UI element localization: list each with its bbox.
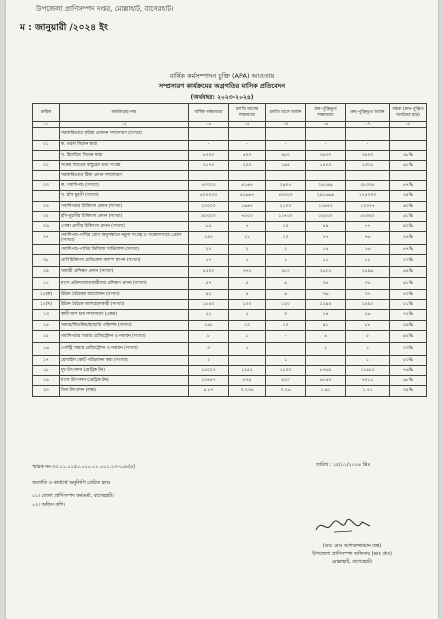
- month-achievement-cell: ০.২৬: [266, 386, 306, 396]
- index-cell: ০২: [60, 122, 189, 128]
- annual-target-cell: ১৫০২৭: [189, 366, 229, 376]
- cumulative-achievement-cell: ১২: [346, 254, 390, 267]
- annual-target-cell: ৫০০০০০: [189, 191, 229, 201]
- activity-cell: পোষা প্রাণীর চিকিৎসা প্রদান (সংখ্যা): [60, 222, 189, 232]
- serial-cell: ১৫: [33, 330, 60, 343]
- table-row: [33, 320, 427, 330]
- table-row: [33, 366, 427, 376]
- serial-cell: [33, 244, 60, 254]
- month-achievement-cell: ৪৮০: [266, 150, 306, 160]
- table-row: [33, 310, 427, 320]
- remark-cell: ৩৫%: [390, 191, 427, 201]
- annual-target-cell: ৯২: [189, 290, 229, 300]
- month-target-cell: ২: [229, 310, 266, 320]
- cumulative-achievement-cell: ৭৭: [346, 222, 390, 232]
- cumulative-achievement-cell: ১: [346, 343, 390, 356]
- table-row: [33, 355, 427, 365]
- remark-cell: ৬৮%: [390, 376, 427, 386]
- month-target-cell: ৩৭৫: [229, 267, 266, 277]
- annual-target-cell: ১৮৪০: [189, 300, 229, 310]
- month-achievement-cell: ১৮০০: [266, 366, 306, 376]
- cumulative-target-cell: ১৪০০: [306, 160, 346, 170]
- month-target-cell: ১: [229, 330, 266, 343]
- table-row: [33, 128, 427, 141]
- cumulative-target-cell: ৫২৫০০: [306, 211, 346, 221]
- cumulative-target-cell: ৩৬: [306, 290, 346, 300]
- annual-target-cell: ৮: [189, 330, 229, 343]
- month-achievement-cell: ১৯৫: [266, 160, 306, 170]
- header-cell: মন্তব্য (ক্রম-পুঞ্জিত অর্জনের হার): [390, 104, 427, 122]
- month-achievement-cell: ৩: [266, 310, 306, 320]
- table-row: [33, 254, 427, 267]
- annual-target-cell: ১০৪৫৭: [189, 376, 229, 386]
- remark-cell: ৬১%: [390, 160, 427, 170]
- month-target-cell: [229, 128, 266, 141]
- header-cell: ক্রম-পুঞ্জিভূত লক্ষ্যমাত্রা: [306, 104, 346, 122]
- month-target-cell: [229, 355, 266, 365]
- annual-target-cell: ১৭: [189, 254, 229, 267]
- cumulative-achievement-cell: ৩৪০০: [346, 150, 390, 160]
- cumulative-achievement-cell: ৮৮: [346, 320, 390, 330]
- annual-target-cell: ৮০০০: [189, 150, 229, 160]
- cumulative-achievement-cell: ৭০১১: [346, 376, 390, 386]
- activity-cell: ক. তরল সিমেন দ্বারা: [60, 140, 189, 150]
- cumulative-achievement-cell: ৭৬: [346, 232, 390, 245]
- month-achievement-cell: ১: [266, 355, 306, 365]
- month-achievement-cell: ১০: [266, 320, 306, 330]
- month-achievement-cell: ৬: [266, 290, 306, 300]
- title-line-3: (অর্থবছর: ২০২৩-২০২৪): [190, 94, 254, 101]
- cumulative-achievement-cell: ৫: [346, 330, 390, 343]
- cumulative-target-cell: ১১: [306, 254, 346, 267]
- serial-cell: ১৭: [33, 355, 60, 365]
- header-cell: চলতি মাসের লক্ষ্যমাত্রা: [229, 104, 266, 122]
- table-row: [33, 160, 427, 170]
- activity-cell: মাংস উৎপাদন (মেট্রিক টন): [60, 376, 189, 386]
- table-row: [33, 290, 427, 300]
- activity-cell: ক. গবাদিপশু (সংখ্যা): [60, 181, 189, 191]
- serial-cell: ০৫: [33, 211, 60, 221]
- month-target-cell: ৫: [229, 277, 266, 290]
- header-cell: ক্রমিক: [33, 104, 60, 122]
- cumulative-target-cell: ৯১: [306, 320, 346, 330]
- table-row: [33, 267, 427, 277]
- remark-cell: [390, 171, 427, 181]
- copy-title: অবগতি ও কার্যার্থে অনুলিপি প্রেরিত হলঃ: [32, 481, 111, 486]
- remark-cell: ৫৭%: [390, 244, 427, 254]
- remark-cell: ৫৭%: [390, 181, 427, 191]
- header-cell: ক্রম-পুঞ্জিভূত অর্জন: [346, 104, 390, 122]
- activity-cell: সরকারিভাবে কৃত্রিম প্রজনন সম্প্রসারণ (সংখ্যা): [60, 128, 189, 141]
- month-achievement-cell: ৪৮০: [266, 267, 306, 277]
- header-cell: কার্যক্রমের নাম: [60, 104, 189, 122]
- activity-cell: খ. হাঁস-মুরগী (সংখ্যা): [60, 191, 189, 201]
- serial-cell: ০৬: [33, 222, 60, 232]
- month-target-cell: ২০০: [229, 160, 266, 170]
- annual-target-cell: ১৪০: [189, 232, 229, 245]
- index-cell: ০৭: [346, 122, 390, 128]
- signatory-name: (ডাঃ মোঃ আশারুজ্জামান তন্ত): [322, 544, 382, 549]
- month-target-cell: ১৬৬৭: [229, 201, 266, 211]
- month-target-cell: ৪১৬৬৭: [229, 191, 266, 201]
- annual-target-cell: ৫০০০০: [189, 181, 229, 191]
- cumulative-achievement-cell: ২৮৩৩৫: [346, 181, 390, 191]
- table-row: [33, 181, 427, 191]
- cumulative-achievement-cell: ১৬: [346, 244, 390, 254]
- table-row: [33, 244, 427, 254]
- cumulative-target-cell: ১১৬৭০: [306, 201, 346, 211]
- activity-cell: মোবাইল কোর্ট পরিচালনা করা (সংখ্যা): [60, 355, 189, 365]
- remark-cell: ৯০%: [390, 222, 427, 232]
- month-achievement-cell: ১১৭০০: [266, 211, 306, 221]
- month-target-cell: ১: [229, 343, 266, 356]
- activity-cell: উঠান বৈঠকে অংশগ্রহণকারী (সংখ্যা): [60, 300, 189, 310]
- serial-cell: ১৪: [33, 320, 60, 330]
- remark-cell: [390, 140, 427, 150]
- copy-item-2: ০২। অফিস কপি।: [32, 503, 65, 508]
- serial-cell: [33, 128, 60, 141]
- index-cell: ০৫: [266, 122, 306, 128]
- cumulative-target-cell: [306, 128, 346, 141]
- cumulative-achievement-cell: ১৪৯০: [346, 300, 390, 310]
- cumulative-target-cell: ২৯১৬৯: [306, 181, 346, 191]
- serial-cell: ০১: [33, 140, 60, 150]
- activity-cell: উঠান বৈঠকের আয়োজন (সংখ্যা): [60, 290, 189, 300]
- annual-target-cell: ৫৭: [189, 277, 229, 290]
- activity-cell: ডিম উৎপাদন (লক্ষ): [60, 386, 189, 396]
- serial-cell: [33, 191, 60, 201]
- annual-target-cell: ২২: [189, 310, 229, 320]
- activity-cell: সরকারিভাবে টিকা প্রদান সম্প্রসারণ: [60, 171, 189, 181]
- table-row: [33, 191, 427, 201]
- progress-table: [32, 103, 427, 397]
- cumulative-target-cell: ৬১৫৩: [306, 376, 346, 386]
- activity-cell: খ. হিমায়িত সিমেন দ্বারা: [60, 150, 189, 160]
- month-achievement-cell: -: [266, 140, 306, 150]
- cumulative-achievement-cell: [346, 128, 390, 141]
- remark-cell: ৫০%: [390, 355, 427, 365]
- serial-cell: ২০: [33, 386, 60, 396]
- month-target-cell: ৫০০: [229, 150, 266, 160]
- table-row: [33, 343, 427, 356]
- remark-cell: ৭৬%: [390, 366, 427, 376]
- month-target-cell: ২: [229, 244, 266, 254]
- signatory-designation: উপজেলা প্রাণিসম্পদ অফিসার (ভাঃ প্রাঃ): [312, 552, 392, 557]
- activity-cell: হাঁস-মুরগীর চিকিৎসা প্রদান (সংখ্যা): [60, 211, 189, 221]
- table-body: [33, 128, 427, 397]
- cumulative-target-cell: -: [306, 140, 346, 150]
- month-target-cell: ৫: [229, 290, 266, 300]
- cumulative-achievement-cell: ২৮৯৬: [346, 267, 390, 277]
- remark-cell: ৭০%: [390, 254, 427, 267]
- index-cell: ০৬: [306, 122, 346, 128]
- cumulative-target-cell: ৩৫৩০: [306, 150, 346, 160]
- month-target-cell: ১: [229, 254, 266, 267]
- month-achievement-cell: ৪০০০০: [266, 191, 306, 201]
- activity-cell: প্রাণিচিকিৎসা মেডিকেল ক্যাম্প স্থাপন (সংখ্যা): [60, 254, 189, 267]
- month-target-cell: ১১: [229, 232, 266, 245]
- month-achievement-cell: [266, 128, 306, 141]
- index-cell: ০৪: [229, 122, 266, 128]
- remark-cell: ৪৮%: [390, 150, 427, 160]
- annual-target-cell: ৯০০০০: [189, 211, 229, 221]
- month-target-cell: -: [229, 140, 266, 150]
- cumulative-target-cell: ২৬২৫: [306, 267, 346, 277]
- table-row: [33, 150, 427, 160]
- index-cell: ০১: [33, 122, 60, 128]
- title-line-1: বার্ষিক কর্মসম্পাদন চুক্তি (APA) আওতায়: [169, 72, 275, 80]
- cumulative-achievement-cell: ১৭৫০০০: [346, 191, 390, 201]
- remark-cell: ৪০%: [390, 290, 427, 300]
- office-line: উপজেলা প্রাণিসম্পদ দপ্তর, মোল্লাহাট, বাগেরহাট।: [36, 5, 174, 13]
- month-target-cell: ০.২৩৬: [229, 386, 266, 396]
- copy-item-1: ০১। জেলা প্রাণিসম্পদ কর্মকর্তা, বাগেরহাট।: [32, 494, 114, 499]
- index-cell: ০৩: [189, 122, 229, 128]
- table-header-row: [33, 104, 427, 122]
- cumulative-achievement-cell: ১১৪৮০: [346, 366, 390, 376]
- cumulative-achievement-cell: ৫৫৩৪০: [346, 211, 390, 221]
- activity-cell: গবাদিপশু-পাখির রোগ অনুসন্ধানে নমুনা সংগ্রহ ও গবেষণাগারে প্রেরণ (সংখ্যা): [60, 232, 189, 245]
- cumulative-achievement-cell: ১৬: [346, 310, 390, 320]
- serial-cell: [33, 171, 60, 181]
- cumulative-target-cell: ২: [306, 343, 346, 356]
- annual-target-cell: ২: [189, 355, 229, 365]
- annual-target-cell: ২১৭০: [189, 160, 229, 170]
- month-achievement-cell: -: [266, 330, 306, 343]
- month-target-cell: ১৩: [229, 320, 266, 330]
- month-achievement-cell: ২: [266, 244, 306, 254]
- activity-cell: গবাদিপশুর চিকিৎসা প্রদান (সংখ্যা): [60, 201, 189, 211]
- activity-cell: গবাদিপশুর খামার রেজিস্ট্রেশন ও নবায়ন (সংখ্যা): [60, 330, 189, 343]
- serial-cell: ০২: [33, 160, 60, 170]
- remark-cell: ৬০%: [390, 201, 427, 211]
- month-target-cell: ৮৭৯: [229, 376, 266, 386]
- annual-target-cell: ৮৫: [189, 222, 229, 232]
- serial-cell: ১২(ক): [33, 290, 60, 300]
- serial-cell: ০৭: [33, 232, 60, 245]
- remark-cell: ৮১%: [390, 300, 427, 310]
- cumulative-achievement-cell: ১: [346, 355, 390, 365]
- serial-cell: ১৬: [33, 343, 60, 356]
- cumulative-target-cell: [306, 355, 346, 365]
- annual-target-cell: ৪৫০০: [189, 267, 229, 277]
- memo-number: স্মারক নং-৩৩.০১.০১৫০.০০০.০১.০০১.২৩-০০৮(৫): [32, 465, 136, 470]
- cumulative-achievement-cell: ১৩৩২: [346, 160, 390, 170]
- activity-cell: পোল্ট্রি খামার রেজিস্ট্রেশন ও নবায়ন (সংখ্যা): [60, 343, 189, 356]
- cumulative-target-cell: [306, 171, 346, 181]
- table-row: [33, 222, 427, 232]
- cumulative-target-cell: ৪৯: [306, 222, 346, 232]
- annual-target-cell: ২০০০০: [189, 201, 229, 211]
- remark-cell: ৬১%: [390, 277, 427, 290]
- cumulative-achievement-cell: ৩৫: [346, 277, 390, 290]
- month-target-cell: ৪১৬৭: [229, 181, 266, 191]
- month-achievement-cell: ৪: [266, 277, 306, 290]
- month-achievement-cell: ১০: [266, 222, 306, 232]
- cumulative-target-cell: ৭৭: [306, 232, 346, 245]
- annual-target-cell: [189, 128, 229, 141]
- month-achievement-cell: ১: [266, 254, 306, 267]
- serial-cell: ১৯: [33, 376, 60, 386]
- activity-cell: গবাদিপশু-পাখির ডিজিজ সার্ভিলেন্স (সংখ্যা): [60, 244, 189, 254]
- month-target-cell: ১০০: [229, 300, 266, 310]
- month-achievement-cell: ১২০: [266, 300, 306, 310]
- remark-cell: ৬৪%: [390, 267, 427, 277]
- activity-cell: মাংস প্রক্রিয়াজাতকারীদের প্রশিক্ষণ প্রদান (সংখ্যা): [60, 277, 189, 290]
- table-row: [33, 330, 427, 343]
- table-row: [33, 300, 427, 310]
- cumulative-target-cell: ৩৫: [306, 277, 346, 290]
- serial-cell: ০৩: [33, 181, 60, 191]
- table-row: [33, 386, 427, 396]
- month-target-cell: ১২৫২: [229, 366, 266, 376]
- activity-cell: খামারী প্রশিক্ষণ প্রদান (সংখ্যা): [60, 267, 189, 277]
- month-achievement-cell: [266, 171, 306, 181]
- table-row: [33, 140, 427, 150]
- cumulative-target-cell: ১৪: [306, 244, 346, 254]
- serial-cell: ০৮: [33, 254, 60, 267]
- annual-target-cell: ২৮: [189, 244, 229, 254]
- serial-cell: ০৯: [33, 267, 60, 277]
- cumulative-target-cell: ১৪: [306, 310, 346, 320]
- month-achievement-cell: [266, 343, 306, 356]
- title-line-2: সম্প্রসারণ কার্যক্রমের অগ্রগতির মাসিক প্রতিবেদন: [158, 82, 286, 90]
- month-achievement-cell: ২৯০৫: [266, 181, 306, 191]
- remark-cell: ৫৯%: [390, 320, 427, 330]
- table-row: [33, 171, 427, 181]
- cumulative-achievement-cell: ১.৭১: [346, 386, 390, 396]
- signatory-place: মোল্লাহাট, বাগেরহাট।: [331, 560, 373, 565]
- header-cell: বার্ষিক লক্ষ্যমাত্রা: [189, 104, 229, 122]
- activity-cell: স্থায়ী ঘাস চাষ সম্প্রসারণ (একর): [60, 310, 189, 320]
- activity-cell: খামার/ফিডমিল/হ্যাচারি পরিদর্শন (সংখ্যা): [60, 320, 189, 330]
- cumulative-target-cell: ১.৬১: [306, 386, 346, 396]
- remark-cell: ৬২%: [390, 330, 427, 343]
- annual-target-cell: ৩: [189, 343, 229, 356]
- remark-cell: ৬১%: [390, 211, 427, 221]
- annual-target-cell: -: [189, 140, 229, 150]
- serial-cell: ১২(খ): [33, 300, 60, 310]
- table-row: [33, 201, 427, 211]
- cumulative-achievement-cell: -: [346, 140, 390, 150]
- remark-cell: ৫৪%: [390, 232, 427, 245]
- date-line: ম : জানুয়ারী /২০২৪ ইং: [20, 23, 108, 33]
- serial-cell: ১৩: [33, 310, 60, 320]
- month-achievement-cell: ১০: [266, 232, 306, 245]
- month-target-cell: ৭: [229, 222, 266, 232]
- remark-cell: ৩৩%: [390, 343, 427, 356]
- cumulative-target-cell: ৪: [306, 330, 346, 343]
- activity-cell: দুধ উৎপাদন (মেট্রিক টন): [60, 366, 189, 376]
- serial-cell: [33, 150, 60, 160]
- remark-cell: ৩৫%: [390, 386, 427, 396]
- memo-date: তারিখ : ১৫/০১/২০২৪ খ্রিঃ: [316, 463, 370, 468]
- cumulative-target-cell: ৮৭৬৪: [306, 366, 346, 376]
- remark-cell: ৭২%: [390, 310, 427, 320]
- serial-cell: ১১: [33, 277, 60, 290]
- annual-target-cell: ১৪৮: [189, 320, 229, 330]
- month-target-cell: ৭৫০০: [229, 211, 266, 221]
- month-target-cell: [229, 171, 266, 181]
- annual-target-cell: [189, 171, 229, 181]
- annual-target-cell: ৪.৮৭: [189, 386, 229, 396]
- month-achievement-cell: ৯২০: [266, 376, 306, 386]
- serial-cell: ০৪: [33, 201, 60, 211]
- table-row: [33, 232, 427, 245]
- table-row: [33, 376, 427, 386]
- signature-mark: [312, 516, 376, 536]
- activity-cell: সংকর জাতের বাছুরের তথ্য সংগ্রহ: [60, 160, 189, 170]
- table-row: [33, 277, 427, 290]
- cumulative-target-cell: ২৯১৬৬৯: [306, 191, 346, 201]
- remark-cell: [390, 128, 427, 141]
- cumulative-achievement-cell: ৩৭: [346, 290, 390, 300]
- index-cell: ০৮: [390, 122, 427, 128]
- document-page: [6, 0, 438, 619]
- cumulative-achievement-cell: ১২০৭৭: [346, 201, 390, 211]
- cumulative-target-cell: ১২৯৫: [306, 300, 346, 310]
- month-achievement-cell: ২১০০: [266, 201, 306, 211]
- serial-cell: ১৮: [33, 366, 60, 376]
- header-cell: চলতি মাসে অর্জন: [266, 104, 306, 122]
- table-row: [33, 211, 427, 221]
- cumulative-achievement-cell: [346, 171, 390, 181]
